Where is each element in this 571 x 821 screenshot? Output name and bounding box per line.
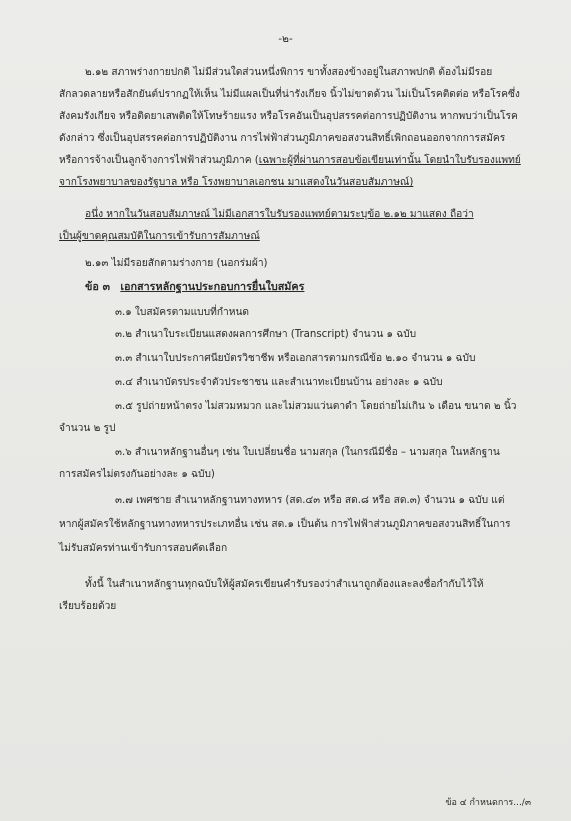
section-3-heading bbox=[85, 281, 304, 293]
item-3-2: ๓.๒ สำเนาใบระเบียนแสดงผลการศึกษา (Transcript) จำนวน ๑ ฉบับ bbox=[115, 329, 417, 340]
page-number: -๒- bbox=[278, 33, 293, 45]
para-2-12-line-5: หรือการจ้างเป็นลูกจ้างการไฟฟ้าส่วนภูมิภาค (เฉพาะผู้ที่ผ่านการสอบข้อเขียนเท่านั้น โดยนำใบรับรองแพทย์ bbox=[59, 155, 521, 166]
section-3-number: ข้อ ๓ bbox=[85, 280, 111, 293]
section-3-title: เอกสารหลักฐานประกอบการยื่นใบสมัคร bbox=[120, 280, 305, 293]
item-3-5-line-1: ๓.๕ รูปถ่ายหน้าตรง ไม่สวมหมวก และไม่สวมแว่นตาดำ โดยถ่ายไม่เกิน ๖ เดือน ขนาด ๒ นิ้ว bbox=[115, 401, 517, 412]
interview-note-line-2: เป็นผู้ขาดคุณสมบัติในการเข้ารับการสัมภาษณ์ bbox=[59, 231, 260, 242]
para-2-13: ๒.๑๓ ไม่มีรอยสักตามร่างกาย (นอกร่มผ้า) bbox=[85, 258, 268, 269]
item-3-6-line-1: ๓.๖ สำเนาหลักฐานอื่นๆ เช่น ใบเปลี่ยนชื่อ นามสกุล (ในกรณีมีชื่อ – นามสกุล ในหลักฐาน bbox=[115, 447, 500, 458]
next-page-reference: ข้อ ๔ กำหนดการ.../๓ bbox=[445, 798, 531, 808]
medical-certificate-note: เฉพาะผู้ที่ผ่านการสอบข้อเขียนเท่านั้น โดยนำใบรับรองแพทย์ bbox=[258, 155, 521, 166]
item-3-1: ๓.๑ ใบสมัครตามแบบที่กำหนด bbox=[115, 307, 250, 318]
para-2-12-line-2: สักลวดลายหรือสักยันต์ปรากฏให้เห็น ไม่มีแผลเป็นที่น่ารังเกียจ นิ้วไม่ขาดด้วน ไม่เป็นโรคติดต่อ หรือโรคซึ่ง bbox=[59, 89, 520, 100]
closing-line-1: ทั้งนี้ ในสำเนาหลักฐานทุกฉบับให้ผู้สมัครเขียนคำรับรองว่าสำเนาถูกต้องและลงชื่อกำกับไว้ให้ bbox=[85, 579, 484, 590]
closing-line-2: เรียบร้อยด้วย bbox=[59, 601, 117, 612]
para-2-12-line-6: จากโรงพยาบาลของรัฐบาล หรือ โรงพยาบาลเอกชน มาแสดงในวันสอบสัมภาษณ์) bbox=[59, 177, 414, 188]
item-3-7-line-3: ไม่รับสมัครท่านเข้ารับการสอบคัดเลือก bbox=[59, 543, 228, 554]
para-2-12-line-4: ดังกล่าว ซึ่งเป็นอุปสรรคต่อการปฏิบัติงาน การไฟฟ้าส่วนภูมิภาคขอสงวนสิทธิ์เพิกถอนออกจากการสมัคร bbox=[59, 133, 506, 144]
item-3-5-line-2: จำนวน ๒ รูป bbox=[59, 423, 116, 434]
item-3-4: ๓.๔ สำเนาบัตรประจำตัวประชาชน และสำเนาทะเบียนบ้าน อย่างละ ๑ ฉบับ bbox=[115, 377, 443, 388]
para-2-12-line-1: ๒.๑๒ สภาพร่างกายปกติ ไม่มีส่วนใดส่วนหนึ่งพิการ ขาทั้งสองข้างอยู่ในสภาพปกติ ต้องไม่มีรอย bbox=[85, 67, 493, 78]
item-3-6-line-2: การสมัครไม่ตรงกันอย่างละ ๑ ฉบับ) bbox=[59, 469, 215, 480]
para-2-12-line-3: สังคมรังเกียจ หรือติดยาเสพติดให้โทษร้ายแรง หรือโรคอันเป็นอุปสรรคต่อการปฏิบัติงาน หากพบว่าเป็นโรค bbox=[59, 111, 518, 122]
item-3-3: ๓.๓ สำเนาใบประกาศนียบัตรวิชาชีพ หรือเอกสารตามกรณีข้อ ๒.๑๐ จำนวน ๑ ฉบับ bbox=[115, 353, 476, 364]
interview-note-line-1: อนึ่ง หากในวันสอบสัมภาษณ์ ไม่มีเอกสารใบรับรองแพทย์ตามระบุข้อ ๒.๑๒ มาแสดง ถือว่า bbox=[85, 209, 474, 220]
item-3-7-line-2: หากผู้สมัครใช้หลักฐานทางทหารประเภทอื่น เช่น สด.๑ เป็นต้น การไฟฟ้าส่วนภูมิภาคขอสงวนสิทธิ์ในการ bbox=[59, 519, 511, 530]
item-3-7-line-1: ๓.๗ เพศชาย สำเนาหลักฐานทางทหาร (สด.๔๓ หรือ สด.๘ หรือ สด.๓) จำนวน ๑ ฉบับ แต่ bbox=[115, 495, 505, 506]
